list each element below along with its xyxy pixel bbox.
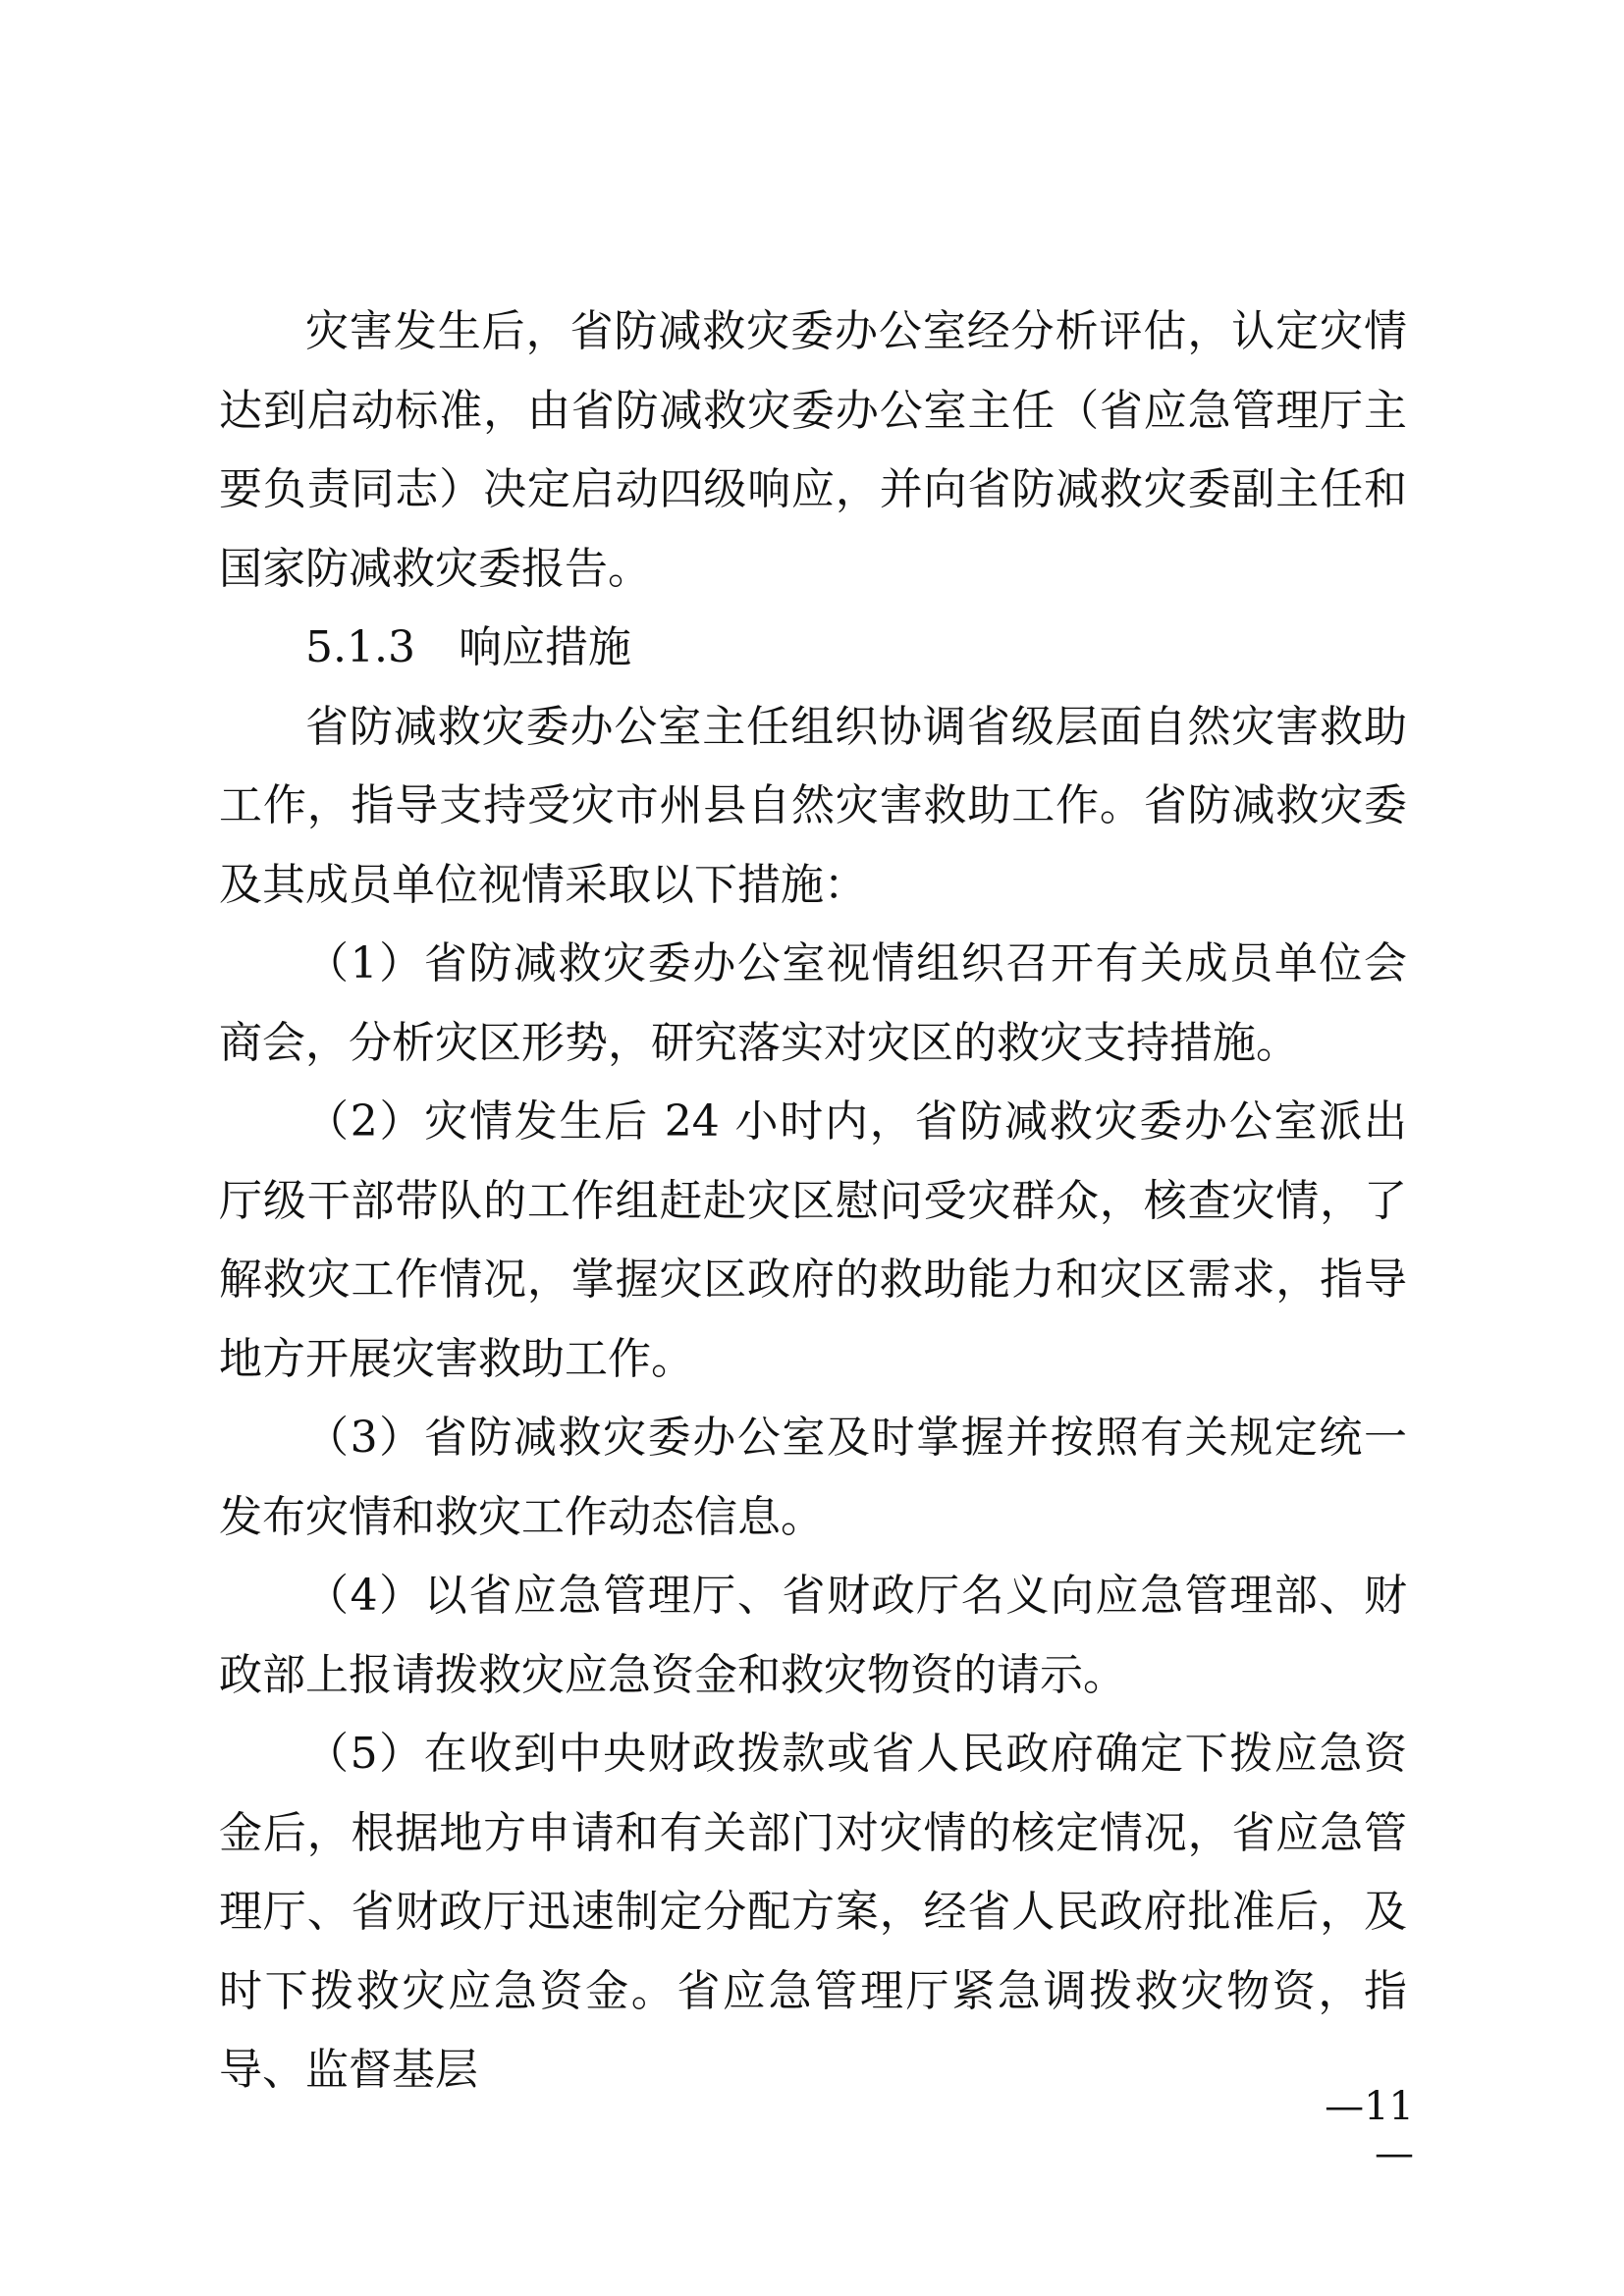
page-number: —11— bbox=[1325, 2084, 1414, 2176]
paragraph-measure-5: （5）在收到中央财政拨款或省人民政府确定下拨应急资金后，根据地方申请和有关部门对灾情的核定情况，省应急管理厅、省财政厅迅速制定分配方案，经省人民政府批准后，及时下拨救灾应急资金。省应急管理厅紧急调拨救灾物资，指导、监督基层 bbox=[219, 1729, 1407, 2095]
paragraph-measure-2: （2）灾情发生后 24 小时内，省防减救灾委办公室派出厅级干部带队的工作组赶赴灾区慰问受灾群众，核查灾情，了解救灾工作情况，掌握灾区政府的救助能力和灾区需求，指导地方开展灾害救助工作。 bbox=[219, 1096, 1407, 1384]
paragraph-measure-3: （3）省防减救灾委办公室及时掌握并按照有关规定统一发布灾情和救灾工作动态信息。 bbox=[219, 1413, 1407, 1542]
paragraph-measure-4: （4）以省应急管理厅、省财政厅名义向应急管理部、财政部上报请拨救灾应急资金和救灾物资的请示。 bbox=[219, 1571, 1407, 1700]
paragraph-measure-1: （1）省防减救灾委办公室视情组织召开有关成员单位会商会，分析灾区形势，研究落实对灾区的救灾支持措施。 bbox=[219, 938, 1407, 1068]
paragraph-disaster-assessment: 灾害发生后，省防减救灾委办公室经分析评估，认定灾情达到启动标准，由省防减救灾委办公室主任（省应急管理厅主要负责同志）决定启动四级响应，并向省防减救灾委副主任和国家防减救灾委报告。 bbox=[219, 306, 1407, 594]
paragraph-coordination: 省防减救灾委办公室主任组织协调省级层面自然灾害救助工作，指导支持受灾市州县自然灾害救助工作。省防减救灾委及其成员单位视情采取以下措施： bbox=[219, 701, 1407, 910]
section-heading-response-measures: 5.1.3 响应措施 bbox=[305, 622, 631, 672]
document-body bbox=[219, 293, 1407, 2110]
